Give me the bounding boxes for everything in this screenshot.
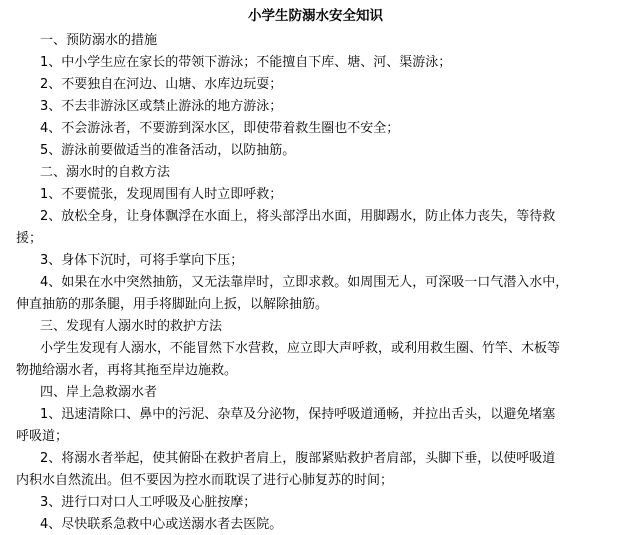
paragraph-continued: 物抛给溺水者，再将其拖至岸边施救。 — [16, 363, 238, 378]
list-item: 4、不会游泳者，不要游到深水区，即使带着救生圈也不安全； — [40, 121, 400, 136]
section-heading-1: 一、预防溺水的措施 — [40, 33, 158, 48]
list-item: 1、迅速清除口、鼻中的污泥、杂草及分泌物，保持呼吸道通畅，并拉出舌头，以避免堵塞 — [40, 407, 556, 422]
list-item: 2、放松全身，让身体飘浮在水面上，将头部浮出水面，用脚踢水，防止体力丧失，等待救 — [40, 209, 556, 224]
section-heading-2: 二、溺水时的自救方法 — [40, 165, 171, 180]
list-item: 3、不去非游泳区或禁止游泳的地方游泳； — [40, 99, 283, 114]
list-item: 1、中小学生应在家长的带领下游泳；不能擅自下库、塘、河、渠游泳； — [40, 55, 452, 70]
list-item: 2、不要独自在河边、山塘、水库边玩耍； — [40, 77, 283, 92]
list-item-continued: 伸直抽筋的那条腿，用手将脚趾向上扳，以解除抽筋。 — [16, 297, 329, 312]
list-item-continued: 内积水自然流出。但不要因为控水而耽误了进行心肺复苏的时间； — [16, 473, 394, 488]
list-item: 3、身体下沉时，可将手掌向下压； — [40, 253, 244, 268]
list-item-continued: 援； — [16, 231, 43, 246]
list-item: 2、将溺水者举起，使其俯卧在救护者肩上，腹部紧贴救护者肩部，头脚下垂，以使呼吸道 — [40, 451, 556, 466]
paragraph: 小学生发现有人溺水，不能冒然下水营救，应立即大声呼救，或利用救生圈、竹竿、木板等 — [40, 341, 561, 356]
list-item-continued: 呼吸道； — [16, 429, 69, 444]
section-heading-3: 三、发现有人溺水时的救护方法 — [40, 319, 223, 334]
document-title: 小学生防溺水安全知识 — [248, 8, 383, 24]
section-heading-4: 四、岸上急救溺水者 — [40, 385, 158, 400]
list-item: 1、不要慌张，发现周围有人时立即呼救； — [40, 187, 283, 202]
list-item: 3、进行口对口人工呼吸及心脏按摩； — [40, 495, 257, 510]
list-item: 4、尽快联系急救中心或送溺水者去医院。 — [40, 517, 283, 532]
list-item: 5、游泳前要做适当的准备活动，以防抽筋。 — [40, 143, 296, 158]
list-item: 4、如果在水中突然抽筋，又无法靠岸时，立即求救。如周围无人，可深吸一口气潜入水中， — [40, 275, 569, 290]
